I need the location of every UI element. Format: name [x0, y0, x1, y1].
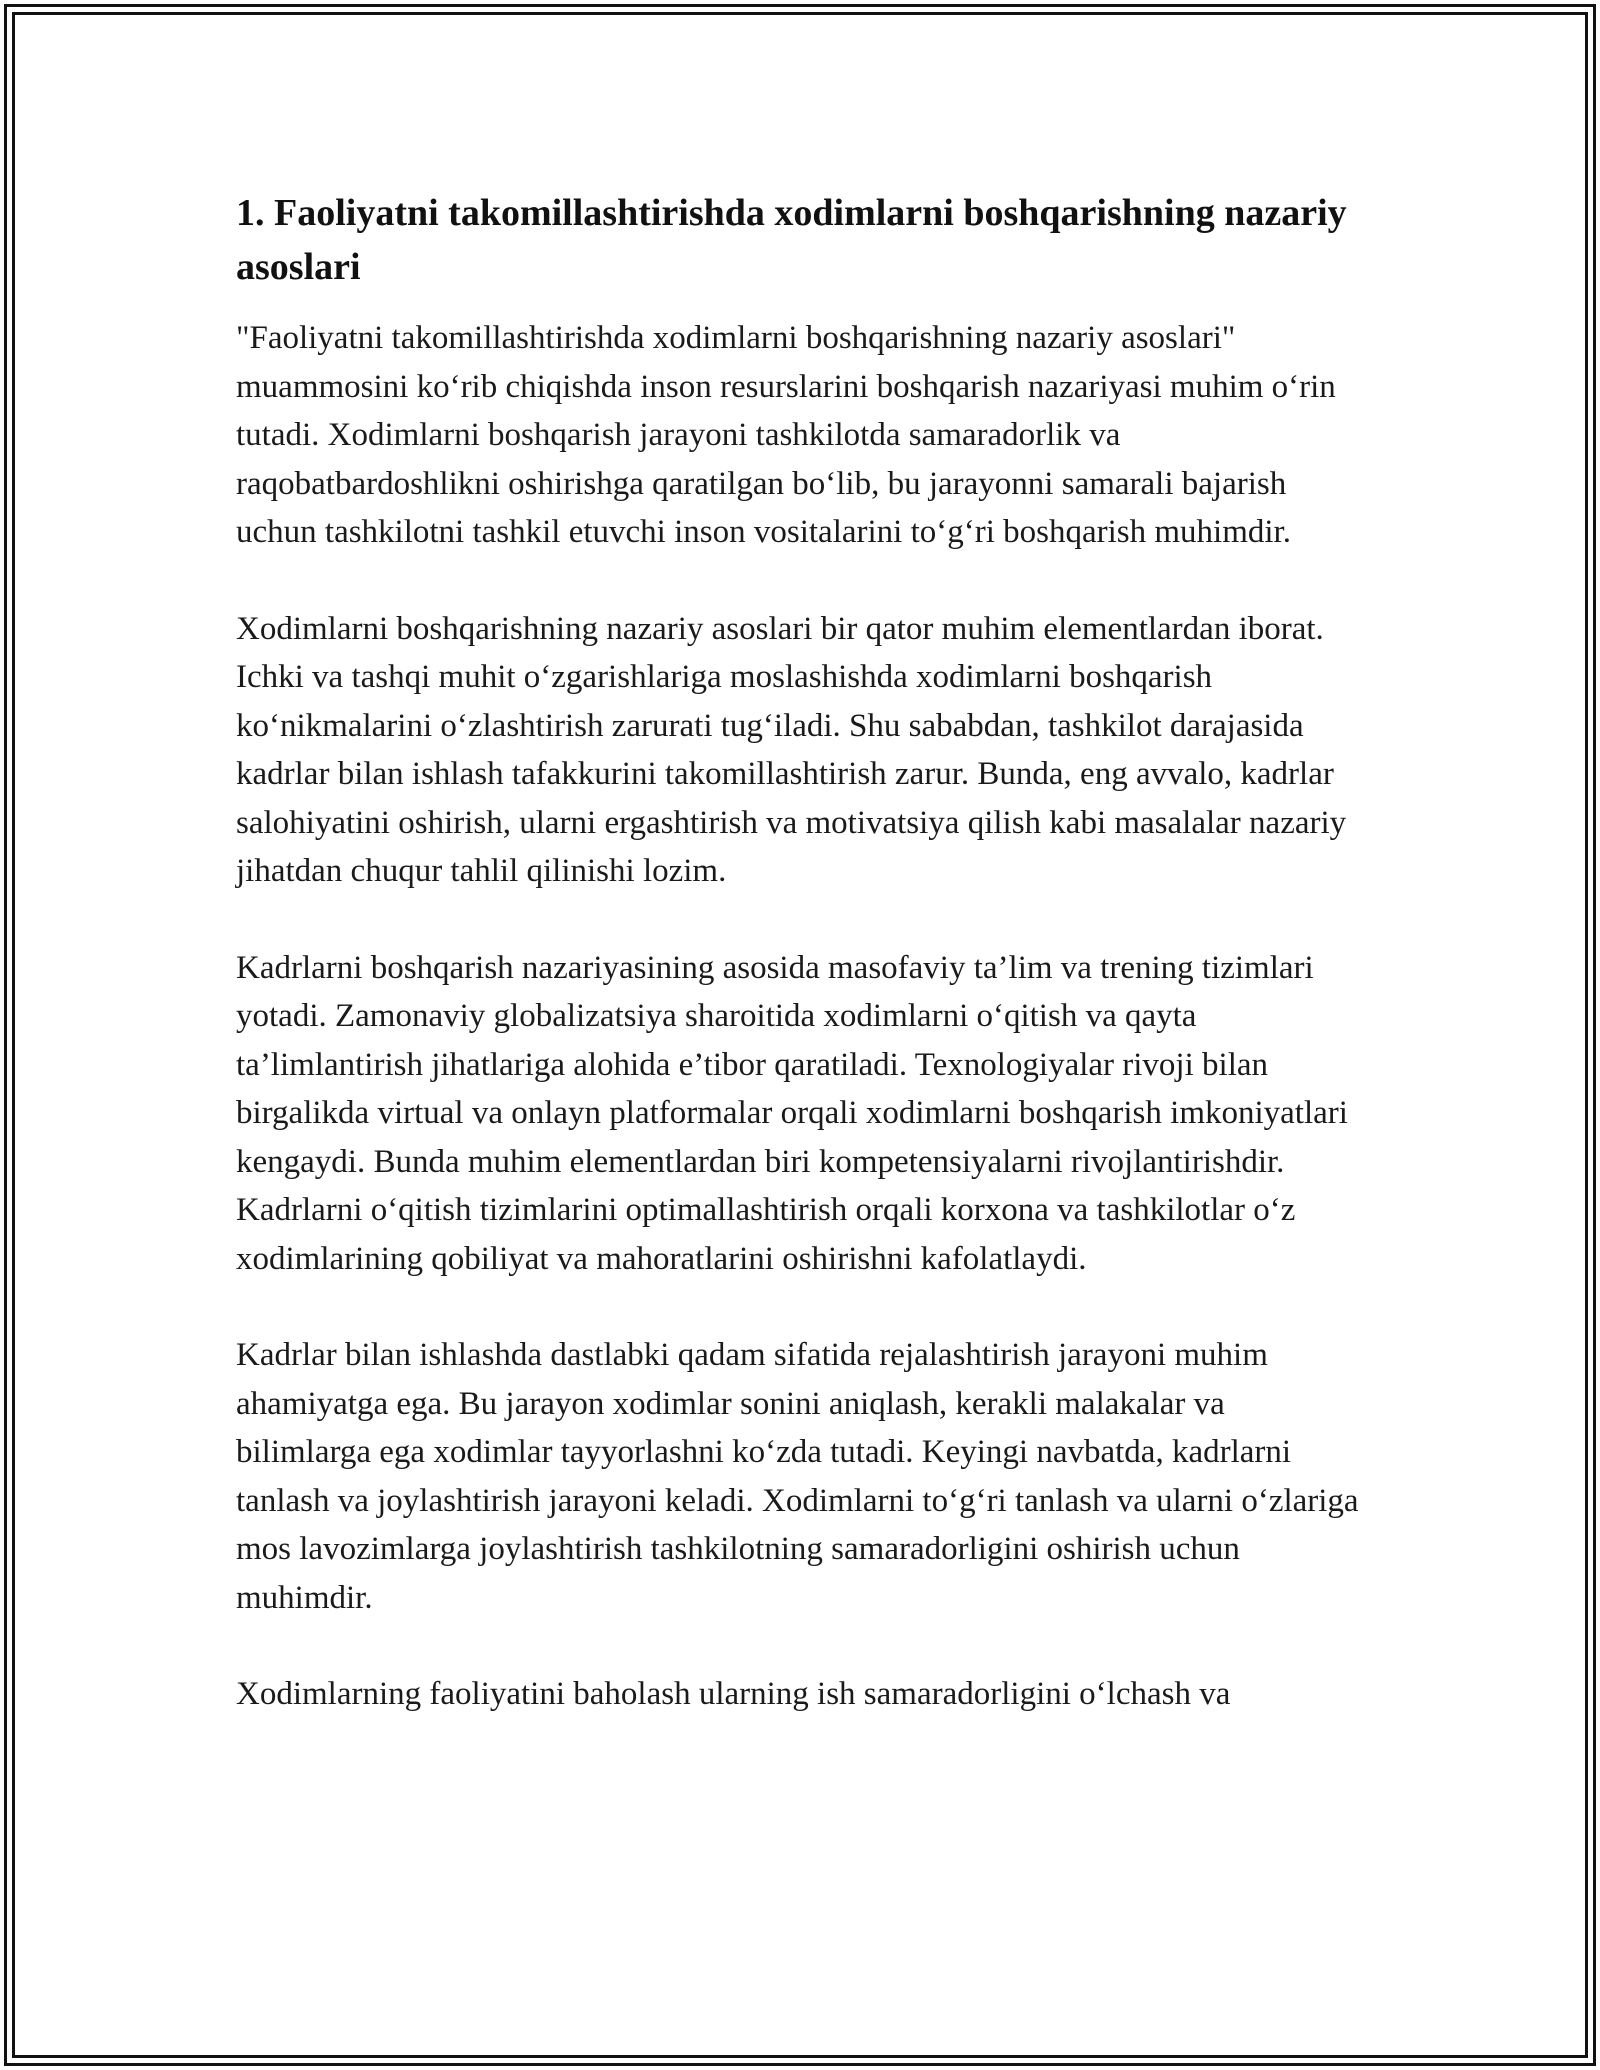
section-heading: 1. Faoliyatni takomillashtirishda xodimlarni boshqarishning nazariy asoslari	[236, 192, 1347, 288]
paragraph-4: Kadrlar bilan ishlashda dastlabki qadam sifatida rejalashtirish jarayoni muhim ahamiyatga ega. Bu jarayon xodimlar sonini aniqlash, kerakli malakalar va bilimlarga ega xodimlar tayyorlashni ko‘zda tutadi. Keyingi navbatda, kadrlarni tanlash va joylashtirish jarayoni keladi. Xodimlarni to‘g‘ri tanlash va ularni o‘zlariga mos lavozimlarga joylashtirish tashkilotning samaradorligini oshirish uchun muhimdir.	[236, 1337, 1359, 1616]
paragraph-2: Xodimlarni boshqarishning nazariy asoslari bir qator muhim elementlardan iborat. Ichki va tashqi muhit o‘zgarishlariga moslashishda xodimlarni boshqarish ko‘nikmalarini o‘zlashtirish zarurati tug‘iladi. Shu sababdan, tashkilot darajasida kadrlar bilan ishlash tafakkurini takomillashtirish zarur. Bunda, eng avvalo, kadrlar salohiyatini oshirish, ularni ergashtirish va motivatsiya qilish kabi masalalar nazariy jihatdan chuqur tahlil qilinishi lozim.	[236, 610, 1347, 889]
paragraph-3: Kadrlarni boshqarish nazariyasining asosida masofaviy ta’lim va trening tizimlari yotadi. Zamonaviy globalizatsiya sharoitida xodimlarni o‘qitish va qayta ta’limlantirish jihatlariga alohida e’tibor qaratiladi. Texnologiyalar rivoji bilan birgalikda virtual va onlayn platformalar orqali xodimlarni boshqarish imkoniyatlari kengaydi. Bunda muhim elementlardan biri kompetensiyalarni rivojlantirishdir. Kadrlarni o‘qitish tizimlarini optimallashtirish orqali korxona va tashkilotlar o‘z xodimlarining qobiliyat va mahoratlarini oshirishni kafolatlaydi.	[236, 949, 1348, 1277]
paragraph-5: Xodimlarning faoliyatini baholash ularning ish samaradorligini o‘lchash va	[236, 1676, 1231, 1712]
paragraph-1: "Faoliyatni takomillashtirishda xodimlarni boshqarishning nazariy asoslari" muammosini ko‘rib chiqishda inson resurslarini boshqarish nazariyasi muhim o‘rin tutadi. Xodimlarni boshqarish jarayoni tashkilotda samaradorlik va raqobatbardoshlikni oshirishga qaratilgan bo‘lib, bu jarayonni samarali bajarish uchun tashkilotni tashkil etuvchi inson vositalarini to‘g‘ri boshqarish muhimdir.	[236, 320, 1336, 550]
document-body	[236, 186, 1366, 1767]
